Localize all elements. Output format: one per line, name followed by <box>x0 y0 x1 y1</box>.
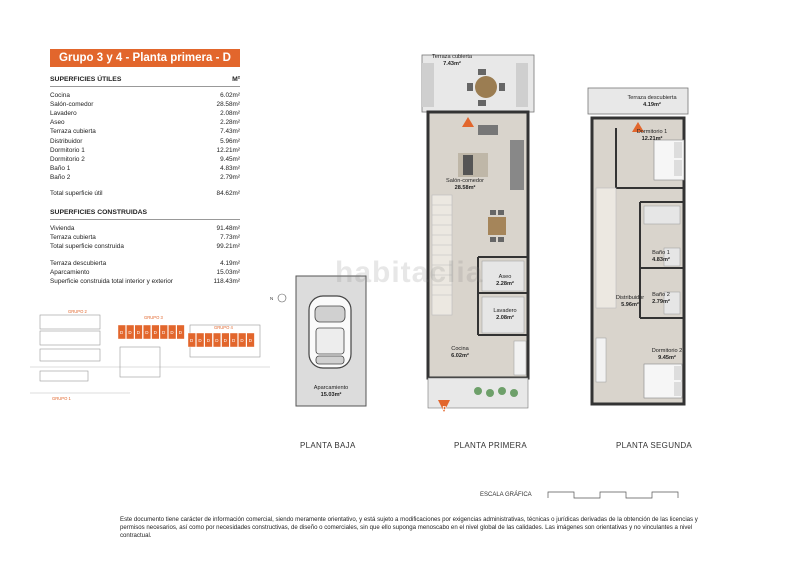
utiles-value: 28.58m² <box>216 101 240 109</box>
grupo3-label: GRUPO 3 <box>144 315 163 320</box>
site-unit-letter: D <box>206 338 211 343</box>
construidas-row <box>50 233 240 242</box>
utiles-row <box>50 146 240 155</box>
label-planta-baja: PLANTA BAJA <box>300 441 356 450</box>
staircase <box>432 195 452 315</box>
utiles-label: Baño 2 <box>50 173 71 181</box>
utiles-row <box>50 91 240 100</box>
utiles-total-row <box>50 189 240 198</box>
site-unit-letter: D <box>190 338 194 343</box>
utiles-row <box>50 109 240 118</box>
label-salon: Salón-comedor 28.58m² <box>446 178 484 191</box>
utiles-label: Baño 1 <box>50 164 71 172</box>
construidas-value: 99.21m² <box>216 243 240 251</box>
car-icon <box>309 296 351 368</box>
construidas-extra-label: Aparcamiento <box>50 268 90 276</box>
site-unit-letter: D <box>145 330 149 335</box>
utiles-label: Terraza cubierta <box>50 128 96 136</box>
utiles-label: Cocina <box>50 92 70 100</box>
utiles-label: Distribuidor <box>50 137 83 145</box>
north-arrow-icon <box>278 294 286 302</box>
construidas-header <box>50 208 240 220</box>
site-unit-letter: D <box>128 330 132 335</box>
surface-table <box>50 75 240 286</box>
north-label: N <box>270 296 274 301</box>
kitchen-counter <box>514 341 526 375</box>
utiles-label: Salón-comedor <box>50 101 94 109</box>
site-unit-letter: D <box>136 330 141 335</box>
first-floor-plan <box>418 55 538 415</box>
site-unit-letter: D <box>153 330 157 335</box>
utiles-label: Dormitorio 2 <box>50 155 85 163</box>
grupo4-label: GRUPO 4 <box>214 325 233 330</box>
bed-icon <box>654 140 684 180</box>
utiles-row <box>50 164 240 173</box>
utiles-row <box>50 127 240 136</box>
scale-label: ESCALA GRÁFICA <box>480 492 532 498</box>
utiles-label: Lavadero <box>50 110 77 118</box>
plan-title: Grupo 3 y 4 - Planta primera - D <box>50 49 240 67</box>
label-aparcamiento: Aparcamiento 15.03m² <box>313 385 349 398</box>
construidas-value: 91.48m² <box>216 225 240 233</box>
construidas-value: 7.73m² <box>220 234 240 242</box>
site-unit-letter: D <box>198 338 202 343</box>
construidas-label: Terraza cubierta <box>50 234 96 242</box>
construidas-heading: SUPERFICIES CONSTRUIDAS <box>50 209 148 217</box>
construidas-label: Vivienda <box>50 225 75 233</box>
entrance-marker: D <box>442 406 447 412</box>
label-dormitorio2: Dormitorio 2 9.45m² <box>651 348 683 361</box>
label-planta-segunda: PLANTA SEGUNDA <box>616 441 693 450</box>
construidas-extra-label: Superficie construida total interior y exterior <box>50 277 173 285</box>
construidas-rows-extra <box>50 259 240 286</box>
utiles-value: 5.96m² <box>220 137 240 145</box>
site-unit-letter: D <box>178 330 183 335</box>
utiles-row <box>50 137 240 146</box>
utiles-value: 2.08m² <box>220 110 240 118</box>
site-unit-letter: D <box>120 330 124 335</box>
label-bano2: Baño 2 2.79m² <box>652 292 670 305</box>
utiles-value: 9.45m² <box>220 155 240 163</box>
utiles-row <box>50 100 240 109</box>
unit-heading: M² <box>232 76 240 83</box>
label-cocina: Cocina 6.02m² <box>451 346 469 359</box>
construidas-extra-value: 15.03m² <box>216 268 240 276</box>
utiles-value: 2.28m² <box>220 119 240 127</box>
construidas-rows <box>50 224 240 251</box>
utiles-value: 6.02m² <box>220 92 240 100</box>
utiles-label: Aseo <box>50 119 65 127</box>
utiles-value: 2.79m² <box>220 173 240 181</box>
construidas-label: Total superficie construida <box>50 243 124 251</box>
utiles-row <box>50 155 240 164</box>
utiles-rows <box>50 91 240 182</box>
utiles-value: 12.21m² <box>216 146 240 154</box>
label-planta-primera: PLANTA PRIMERA <box>454 441 527 450</box>
site-unit-letter: D <box>248 338 253 343</box>
utiles-total-value: 84.62m² <box>216 190 240 198</box>
construidas-extra-label: Terraza descubierta <box>50 259 107 267</box>
planter <box>422 63 434 107</box>
utiles-value: 7.43m² <box>220 128 240 136</box>
grupo1-label: GRUPO 1 <box>52 396 71 401</box>
grupo2-label: GRUPO 2 <box>68 309 87 314</box>
construidas-extra-row <box>50 259 240 268</box>
utiles-heading: SUPERFICIES ÚTILES <box>50 76 122 83</box>
utiles-header <box>50 75 240 87</box>
disclaimer: Este documento tiene carácter de información comercial, siendo meramente orientativo, y está sujeto a modificaciones por exigencias administrativas, técnicas o jurídicas derivadas de la obtención de las licencias y permisos necesarios, así como por necesidades constructivas, de diseño o comerciales, sin que ello suponga menoscabo en el nivel global de las calidades. Las imágenes son orientativas y no vinculantes a nivel contractual. <box>120 516 698 540</box>
construidas-row <box>50 224 240 233</box>
staircase <box>596 188 616 308</box>
label-distribuidor: Distribuidor 5.96m² <box>615 295 645 308</box>
scale-bar <box>548 490 678 500</box>
utiles-row <box>50 118 240 127</box>
site-plan <box>30 305 270 405</box>
label-bano1: Baño 1 4.83m² <box>652 250 670 263</box>
sofa <box>510 140 524 190</box>
construidas-extra-value: 4.19m² <box>220 259 240 267</box>
utiles-label: Dormitorio 1 <box>50 146 85 154</box>
label-terraza-cubierta: Terraza cubierta 7.43m² <box>431 54 473 67</box>
planter <box>516 63 528 107</box>
construidas-extra-value: 118.43m² <box>213 277 240 285</box>
label-dormitorio1: Dormitorio 1 12.21m² <box>636 129 668 142</box>
construidas-extra-row <box>50 277 240 286</box>
label-aseo: Aseo 2.28m² <box>496 274 514 287</box>
utiles-value: 4.83m² <box>220 164 240 172</box>
site-unit-letter: D <box>215 338 219 343</box>
bed-icon <box>644 364 682 398</box>
watermark: habitaclia <box>335 256 484 289</box>
construidas-extra-row <box>50 268 240 277</box>
site-unit-letter: D <box>170 330 174 335</box>
site-unit-letter: D <box>232 338 236 343</box>
label-terraza-descubierta: Terraza descubierta 4.19m² <box>627 95 677 108</box>
utiles-row <box>50 173 240 182</box>
label-lavadero: Lavadero 2.08m² <box>493 308 517 321</box>
site-unit-letter: D <box>162 330 166 335</box>
site-unit-letter: D <box>240 338 244 343</box>
site-unit-letter: D <box>223 338 227 343</box>
construidas-row <box>50 242 240 251</box>
utiles-total-label: Total superficie útil <box>50 190 103 198</box>
